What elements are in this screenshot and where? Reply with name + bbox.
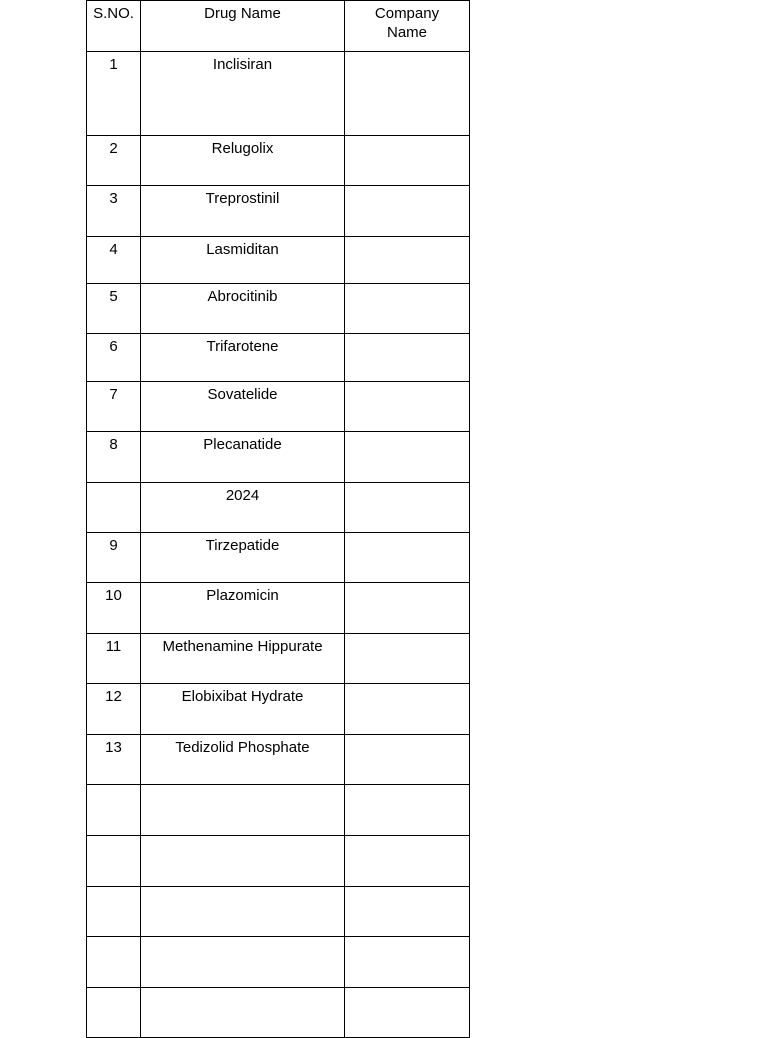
cell-drug-name xyxy=(141,836,345,887)
cell-sno xyxy=(87,836,141,887)
cell-sno: 5 xyxy=(87,284,141,334)
header-company-name xyxy=(345,1,470,52)
cell-company-name xyxy=(345,483,470,533)
header-row xyxy=(87,1,470,52)
cell-drug-name: Elobixibat Hydrate xyxy=(141,684,345,735)
table-row xyxy=(87,937,470,988)
cell-company-name xyxy=(345,432,470,483)
cell-company-name xyxy=(345,684,470,735)
cell-company-name xyxy=(345,533,470,583)
cell-drug-name xyxy=(141,937,345,988)
header-company-line1: Company xyxy=(374,5,440,22)
cell-drug-name: Relugolix xyxy=(141,136,345,186)
cell-sno: 11 xyxy=(87,634,141,684)
table-row xyxy=(87,887,470,937)
cell-sno: 13 xyxy=(87,735,141,785)
cell-company-name xyxy=(345,735,470,785)
table-row xyxy=(87,334,470,382)
table-row xyxy=(87,836,470,887)
cell-sno: 9 xyxy=(87,533,141,583)
table-row xyxy=(87,186,470,237)
cell-drug-name: Sovatelide xyxy=(141,382,345,432)
cell-sno xyxy=(87,988,141,1038)
cell-drug-name: Trifarotene xyxy=(141,334,345,382)
table-row xyxy=(87,136,470,186)
cell-sno xyxy=(87,483,141,533)
cell-sno: 8 xyxy=(87,432,141,483)
table-row xyxy=(87,583,470,634)
table-row xyxy=(87,684,470,735)
cell-company-name xyxy=(345,785,470,836)
table-row xyxy=(87,52,470,136)
cell-sno: 6 xyxy=(87,334,141,382)
drug-table xyxy=(86,0,470,1038)
header-sno: S.NO. xyxy=(87,1,141,52)
table-row xyxy=(87,533,470,583)
table-row xyxy=(87,382,470,432)
cell-drug-name xyxy=(141,988,345,1038)
header-drug-name: Drug Name xyxy=(141,1,345,52)
cell-company-name xyxy=(345,52,470,136)
table-row xyxy=(87,432,470,483)
cell-drug-name xyxy=(141,887,345,937)
table-row xyxy=(87,634,470,684)
table-row xyxy=(87,988,470,1038)
cell-drug-name: Abrocitinib xyxy=(141,284,345,334)
table-row xyxy=(87,785,470,836)
cell-company-name xyxy=(345,334,470,382)
cell-sno xyxy=(87,937,141,988)
table-row xyxy=(87,483,470,533)
header-company-line2: Name xyxy=(386,24,427,41)
cell-drug-name: Lasmiditan xyxy=(141,237,345,284)
cell-sno: 10 xyxy=(87,583,141,634)
cell-sno xyxy=(87,785,141,836)
cell-drug-name: Plecanatide xyxy=(141,432,345,483)
table-row xyxy=(87,735,470,785)
cell-sno: 2 xyxy=(87,136,141,186)
table-body xyxy=(87,52,470,1038)
cell-drug-name xyxy=(141,785,345,836)
cell-company-name xyxy=(345,988,470,1038)
cell-drug-name: Tirzepatide xyxy=(141,533,345,583)
cell-sno: 12 xyxy=(87,684,141,735)
table-row xyxy=(87,237,470,284)
cell-company-name xyxy=(345,583,470,634)
cell-drug-name: Tedizolid Phosphate xyxy=(141,735,345,785)
cell-sno: 7 xyxy=(87,382,141,432)
cell-company-name xyxy=(345,887,470,937)
cell-company-name xyxy=(345,237,470,284)
cell-company-name xyxy=(345,136,470,186)
cell-company-name xyxy=(345,186,470,237)
cell-sno: 3 xyxy=(87,186,141,237)
cell-sno: 4 xyxy=(87,237,141,284)
cell-company-name xyxy=(345,284,470,334)
cell-company-name xyxy=(345,836,470,887)
cell-drug-name: Methenamine Hippurate xyxy=(141,634,345,684)
cell-drug-name: Treprostinil xyxy=(141,186,345,237)
cell-company-name xyxy=(345,382,470,432)
table-row xyxy=(87,284,470,334)
cell-drug-name: Inclisiran xyxy=(141,52,345,136)
cell-drug-name: 2024 xyxy=(141,483,345,533)
cell-company-name xyxy=(345,937,470,988)
cell-sno xyxy=(87,887,141,937)
cell-sno: 1 xyxy=(87,52,141,136)
cell-drug-name: Plazomicin xyxy=(141,583,345,634)
cell-company-name xyxy=(345,634,470,684)
